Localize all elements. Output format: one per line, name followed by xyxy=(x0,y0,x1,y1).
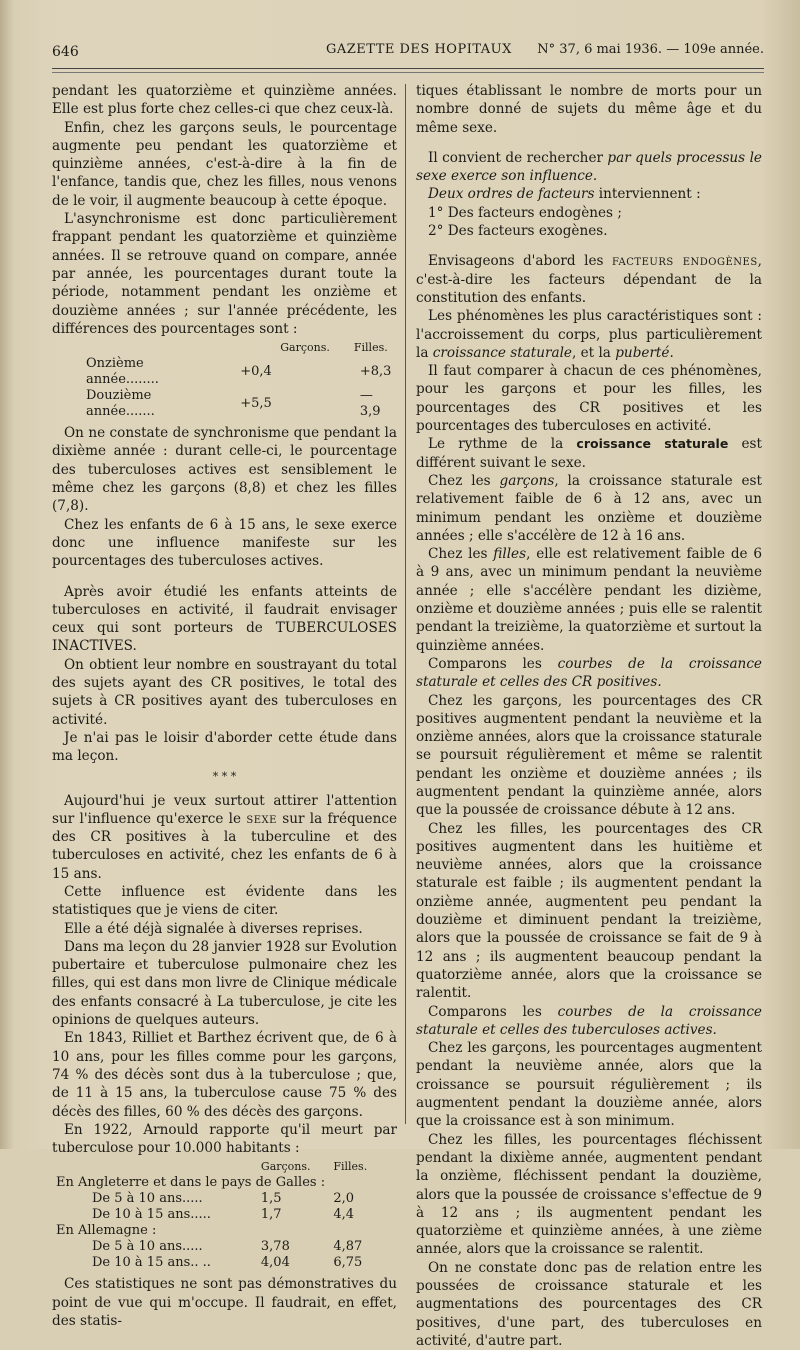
paragraph: Ces statistiques ne sont pas démonstratives du point de vue qui m'occupe. Il faudrait, en effet, des statis- xyxy=(52,1276,397,1330)
paragraph: Le rythme de la croissance staturale est différent suivant le sexe. xyxy=(416,436,762,471)
column-divider xyxy=(405,84,406,1124)
paragraph: Enfin, chez les garçons seuls, le pourcentage augmente peu pendant les quatorzième et quinzième années, c'est-à-dire à la fin de l'enfance, tandis que, chez les filles, nous venons de le voir, il augmente beaucoup à cette époque. xyxy=(52,119,397,209)
row-label: Douzième année....... xyxy=(86,388,155,420)
paragraph: L'asynchronisme est donc particulièrement frappant pendant les quatorzième et quinzième années. Il se retrouve quand on compare, année par année, les pourcentages durant toute la période, notamment pendant les onzième et douzième années ; sur l'année précédente, les différences des pourcentages sont : xyxy=(52,211,397,337)
header-rule xyxy=(52,68,764,69)
paragraph: En 1922, Arnould rapporte qu'il meurt par tuberculose pour 10.000 habitants : xyxy=(52,1121,397,1157)
col-header-garcons: Garçons. xyxy=(280,341,330,355)
paragraph: Il convient de rechercher par quels processus le sexe exerce son influence. xyxy=(416,149,762,185)
cell-garcons: 1,7 xyxy=(260,1207,282,1223)
paragraph: Comparons les courbes de la croissance staturale et celles des tuberculoses actives. xyxy=(416,1003,762,1038)
cell-filles: 4,4 xyxy=(333,1207,355,1223)
differences-table xyxy=(82,340,397,420)
row-label: De 10 à 15 ans.. .. xyxy=(92,1255,211,1271)
header-rule-secondary xyxy=(52,72,764,73)
paragraph: Elle a été déjà signalée à diverses reprises. xyxy=(64,920,363,937)
paragraph: On obtient leur nombre en soustrayant du total des sujets ayant des CR positives, le total des sujets à CR positives ayant des tuberculoses en activité. xyxy=(52,656,397,728)
paragraph: Chez les enfants de 6 à 15 ans, le sexe exerce donc une influence manifeste sur les pourcentages des tuberculoses actives. xyxy=(52,516,397,570)
col-header-filles: Filles. xyxy=(333,1160,368,1174)
paragraph: On ne constate donc pas de relation entre les poussées de croissance staturale et les augmentations des pourcentages des CR positives, d'une part, des tuberculoses en activité, d'autre part. xyxy=(416,1259,762,1349)
paragraph: Envisageons d'abord les facteurs endogènes, c'est-à-dire les facteurs dépendant de la constitution des enfants. xyxy=(416,253,762,306)
journal-title: GAZETTE DES HOPITAUX xyxy=(326,42,512,57)
paragraph: Comparons les courbes de la croissance staturale et celles des CR positives. xyxy=(416,655,762,691)
table-row xyxy=(52,1207,382,1223)
row-label: Onzième année........ xyxy=(86,356,159,388)
right-column xyxy=(416,82,762,1350)
paragraph: Cette influence est évidente dans les statistiques que je viens de citer. xyxy=(52,883,397,919)
cell-filles: —3,9 xyxy=(359,388,381,420)
cell-garcons: +0,4 xyxy=(240,364,272,380)
cell-garcons: 3,78 xyxy=(260,1239,290,1255)
group-label: En Allemagne : xyxy=(56,1223,157,1239)
paragraph: Chez les garçons, les pourcentages des CR positives augmentent pendant la neuvième et la onzième années, alors que la croissance staturale se poursuit régulièrement et même se ralentit pendant les onzième et douzième années ; ils augmentent pendant la quinzième année, alors que la poussée de croissance débute à 12 ans. xyxy=(416,692,762,819)
table-row xyxy=(52,1255,382,1271)
cell-filles: +8,3 xyxy=(359,364,392,380)
cell-garcons: 4,04 xyxy=(260,1255,290,1271)
row-label: De 5 à 10 ans..... xyxy=(92,1191,203,1207)
paragraph: Chez les garçons, la croissance staturale est relativement faible de 6 à 12 ans, avec un minimum pendant les onzième et douzième années ; elle s'accélère de 12 à 16 ans. xyxy=(416,472,762,544)
paragraph: Chez les filles, elle est relativement faible de 6 à 9 ans, avec un minimum pendant la neuvième année ; elle s'accélère pendant les dizième, onzième et douzième années ; puis elle se ralentit pendant la treizième, la quatorzième et surtout la quinzième années. xyxy=(416,546,763,654)
table-row xyxy=(52,1239,382,1255)
table-row xyxy=(52,1191,382,1207)
table-row xyxy=(82,388,397,420)
list-item: 2° Des facteurs exogènes. xyxy=(428,223,608,240)
cell-garcons: 1,5 xyxy=(260,1191,282,1207)
col-header-filles: Filles. xyxy=(353,341,388,355)
paragraph: Les phénomènes les plus caractéristiques sont : l'accroissement du corps, plus particulièrement la croissance staturale, et la puberté. xyxy=(416,308,762,361)
paragraph: On ne constate de synchronisme que pendant la dixième année : durant celle-ci, le pourcentage des tuberculoses actives est sensiblement le même chez les garçons (8,8) et chez les filles (7,8). xyxy=(52,425,397,515)
mortality-table xyxy=(52,1159,382,1271)
paragraph: En 1843, Rilliet et Barthez écrivent que, de 6 à 10 ans, pour les filles comme pour les garçons, 74 % des décès sont dus à la tuberculose ; que, de 11 à 15 ans, la tuberculose cause 75 % des décès des filles, 60 % des décès des garçons. xyxy=(52,1030,397,1120)
paragraph: Chez les filles, les pourcentages fléchissent pendant la dixième année, augmentent pendant la onzième, fléchissent pendant la douzième, alors que la poussée de croissance s'effectue de 9 à 12 ans ; ils augmentent pendant les quatorzième et quinzième années, à une zième année, alors que la croissance se ralentit. xyxy=(416,1131,762,1258)
paragraph: Chez les filles, les pourcentages des CR positives augmentent dans les huitième et neuvième années, alors que la croissance staturale est faible ; ils augmentent pendant la onzième année, augmentent peu pendant la douzième et diminuent pendant la treizième, alors que la poussée de croissance se fait de 9 à 12 ans ; ils augmentent beaucoup pendant la quatorzième année, alors que la croissance se ralentit. xyxy=(416,820,762,1002)
page-number: 646 xyxy=(52,44,79,60)
group-label: En Angleterre et dans le pays de Galles : xyxy=(56,1175,326,1191)
row-label: De 5 à 10 ans..... xyxy=(92,1239,203,1255)
list-item: 1° Des facteurs endogènes ; xyxy=(428,204,622,221)
issue-info: N° 37, 6 mai 1936. — 109e année. xyxy=(537,42,764,57)
page-header xyxy=(52,40,764,62)
paragraph: Chez les garçons, les pourcentages augmentent pendant la neuvième année, alors que la croissance se poursuit régulièrement ; ils augmentent pendant la douzième année, alors que la croissance est à son minimum. xyxy=(416,1040,762,1130)
paragraph: pendant les quatorzième et quinzième années. Elle est plus forte chez celles-ci que chez ceux-là. xyxy=(52,83,397,118)
cell-filles: 4,87 xyxy=(333,1239,363,1255)
paragraph: Il faut comparer à chacun de ces phénomènes, pour les garçons et pour les filles, les pourcentages des CR positives et les pourcentages des tuberculoses en activité. xyxy=(416,363,762,435)
paragraph: Je n'ai pas le loisir d'aborder cette étude dans ma leçon. xyxy=(52,729,397,765)
cell-filles: 2,0 xyxy=(333,1191,355,1207)
row-label: De 10 à 15 ans..... xyxy=(92,1207,211,1223)
cell-filles: 6,75 xyxy=(333,1255,363,1271)
paragraph: tiques établissant le nombre de morts pour un nombre donné de sujets du même âge et du même sexe. xyxy=(416,83,762,136)
left-column xyxy=(52,82,397,1330)
cell-garcons: +5,5 xyxy=(240,396,272,412)
section-separator: * * * xyxy=(212,769,237,783)
paragraph: Deux ordres de facteurs interviennent : xyxy=(428,186,701,203)
col-header-garcons: Garçons. xyxy=(260,1160,311,1174)
table-row xyxy=(82,356,397,388)
paragraph: Dans ma leçon du 28 janvier 1928 sur Evolution pubertaire et tuberculose pulmonaire chez les filles, qui est dans mon livre de Clinique médicale des enfants consacré à La tuberculose, je cite les opinions de quelques auteurs. xyxy=(52,938,397,1029)
paragraph: Après avoir étudié les enfants atteints de tuberculoses en activité, il faudrait envisager ceux qui sont porteurs de TUBERCULOSES INACTIVES. xyxy=(52,583,397,655)
paragraph: Aujourd'hui je veux surtout attirer l'attention sur l'influence qu'exerce le sexe sur la fréquence des CR positives à la tuberculine et des tuberculoses en activité, chez les enfants de 6 à 15 ans. xyxy=(52,792,397,882)
